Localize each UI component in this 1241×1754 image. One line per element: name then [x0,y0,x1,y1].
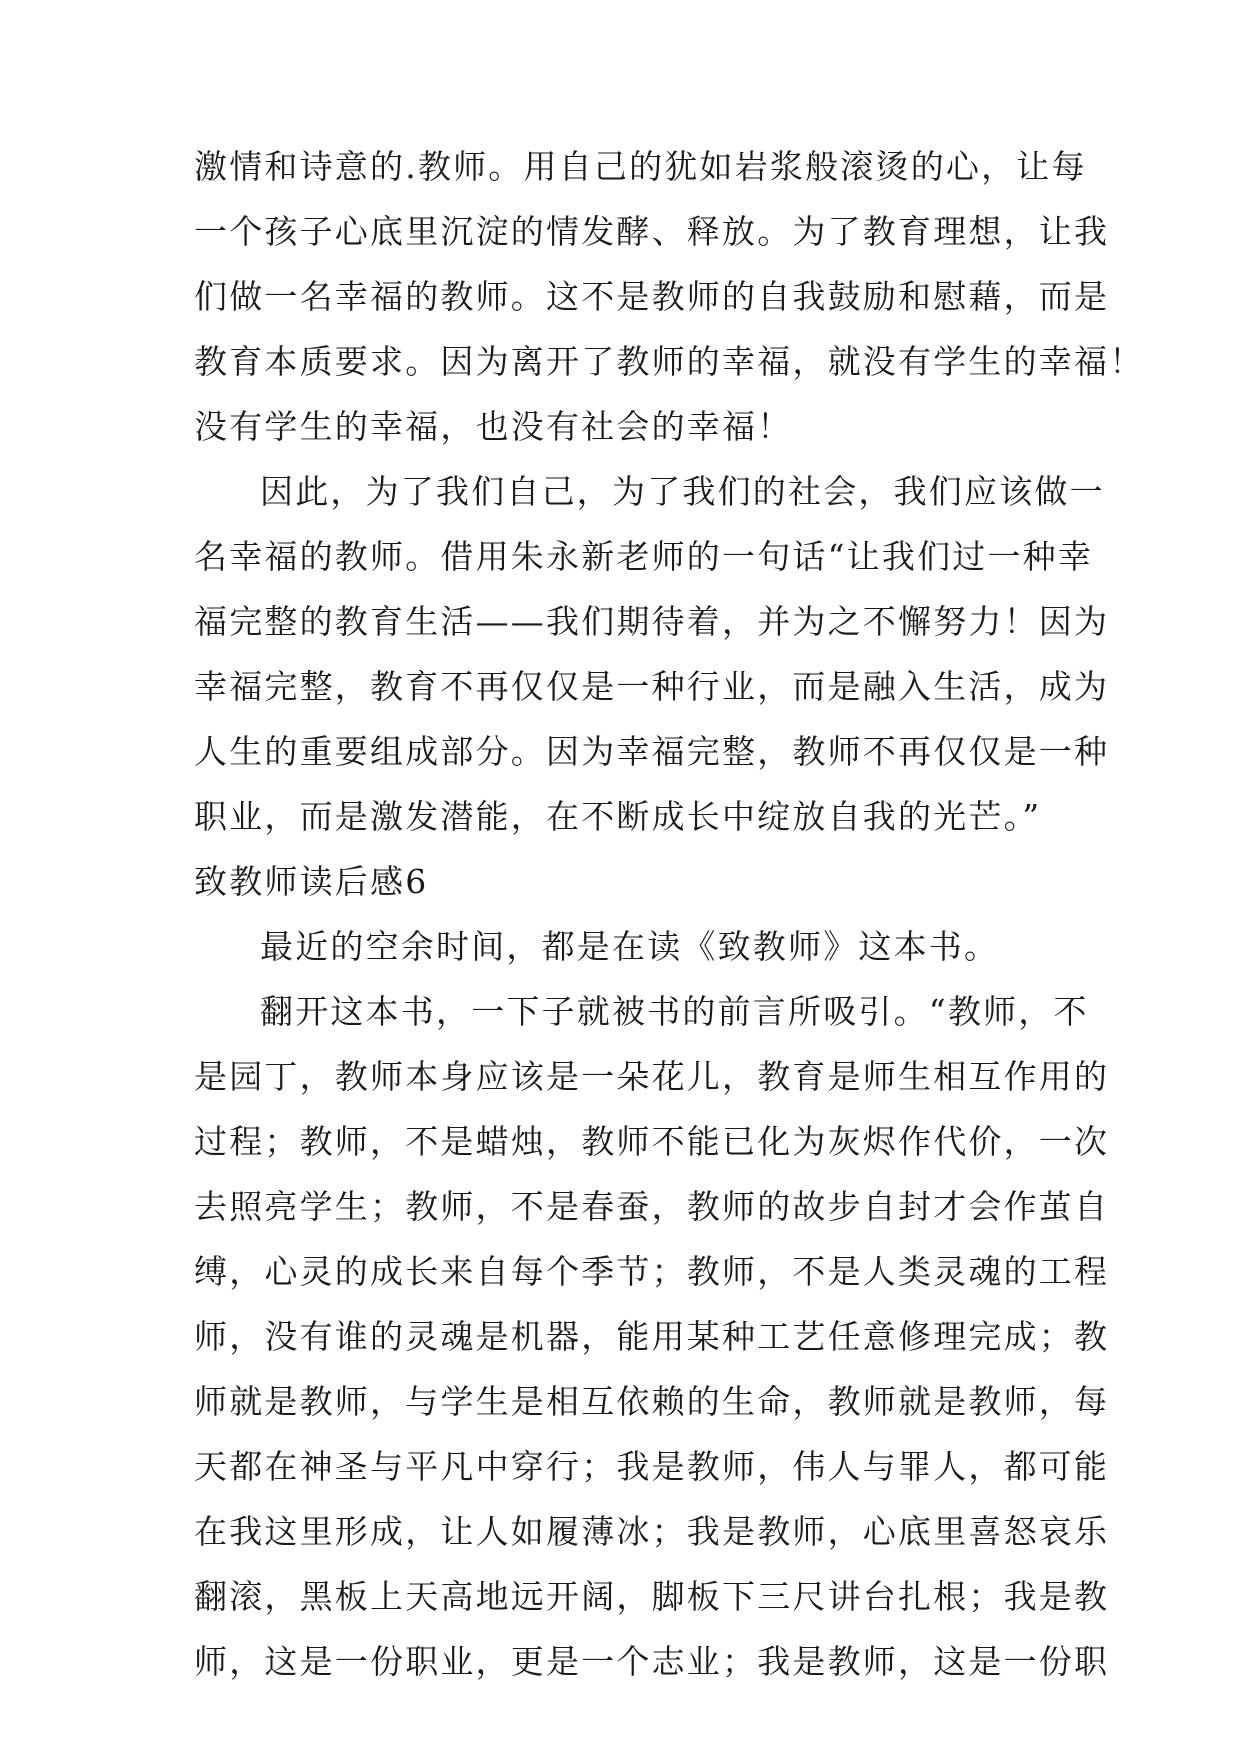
paragraph-line: 因此，为了我们自己，为了我们的社会，我们应该做一 [260,472,1105,511]
paragraph-line: 福完整的教育生活——我们期待着，并为之不懈努力！因为 [194,602,1110,641]
paragraph-line: 缚，心灵的成长来自每个季节；教师，不是人类灵魂的工程 [194,1252,1110,1291]
paragraph-line: 师就是教师，与学生是相互依赖的生命，教师就是教师，每 [194,1382,1110,1421]
paragraph-line: 人生的重要组成部分。因为幸福完整，教师不再仅仅是一种 [194,732,1110,771]
section-heading: 致教师读后感6 [194,862,429,901]
paragraph-line: 翻开这本书，一下子就被书的前言所吸引。“教师，不 [260,992,1089,1031]
paragraph-line: 师，没有谁的灵魂是机器，能用某种工艺任意修理完成；教 [194,1317,1110,1356]
paragraph-line: 激情和诗意的.教师。用自己的犹如岩浆般滚烫的心，让每 [194,147,1087,186]
paragraph-line: 一个孩子心底里沉淀的情发酵、释放。为了教育理想，让我 [194,212,1110,251]
paragraph-line: 最近的空余时间，都是在读《致教师》这本书。 [260,927,1000,966]
paragraph-line: 过程；教师，不是蜡烛，教师不能已化为灰烬作代价，一次 [194,1122,1110,1161]
paragraph-line: 是园丁，教师本身应该是一朵花儿，教育是师生相互作用的 [194,1057,1110,1096]
paragraph-line: 职业，而是激发潜能，在不断成长中绽放自我的光芒。” [194,797,1042,836]
paragraph-line: 幸福完整，教育不再仅仅是一种行业，而是融入生活，成为 [194,667,1110,706]
paragraph-line: 去照亮学生；教师，不是春蚕，教师的故步自封才会作茧自 [194,1187,1110,1226]
paragraph-line: 天都在神圣与平凡中穿行；我是教师，伟人与罪人，都可能 [194,1447,1110,1486]
paragraph-line: 师，这是一份职业，更是一个志业；我是教师，这是一份职 [194,1642,1110,1681]
paragraph-line: 们做一名幸福的教师。这不是教师的自我鼓励和慰藉，而是 [194,277,1110,316]
paragraph-line: 翻滚，黑板上天高地远开阔，脚板下三尺讲台扎根；我是教 [194,1577,1110,1616]
paragraph-line: 在我这里形成，让人如履薄冰；我是教师，心底里喜怒哀乐 [194,1512,1110,1551]
paragraph-line: 名幸福的教师。借用朱永新老师的一句话“让我们过一种幸 [194,537,1094,576]
paragraph-line: 没有学生的幸福，也没有社会的幸福！ [194,407,793,446]
paragraph-line: 教育本质要求。因为离开了教师的幸福，就没有学生的幸福！ [194,342,1145,381]
